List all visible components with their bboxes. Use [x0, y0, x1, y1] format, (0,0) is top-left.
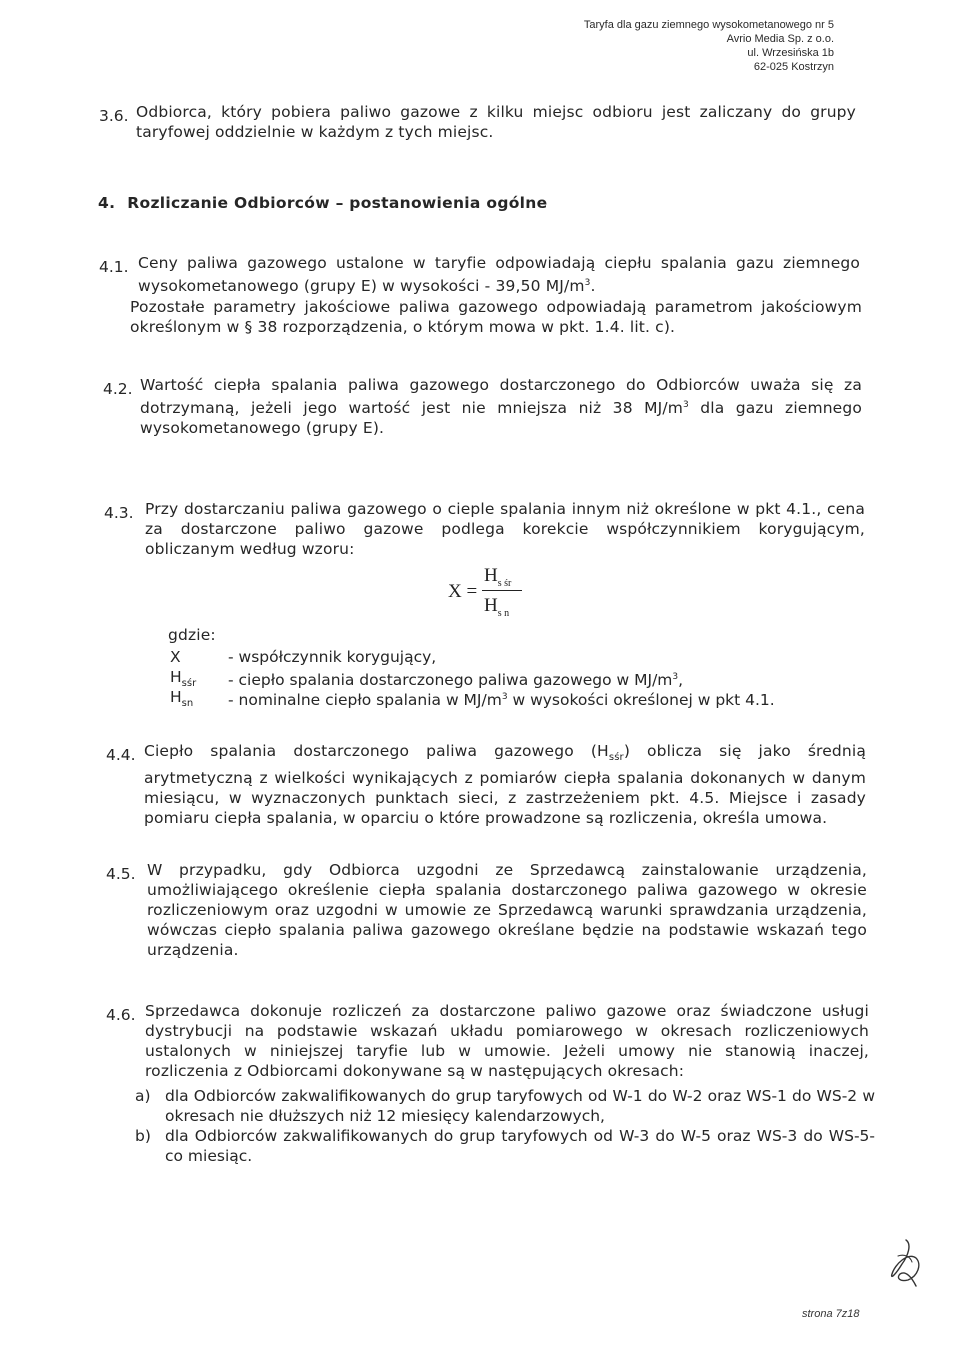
paragraph-4-3-number: 4.3. — [104, 504, 134, 522]
legend-description-text: - nominalne ciepło spalania w MJ/m — [228, 691, 502, 710]
formula-lhs: X = — [448, 581, 478, 602]
section-4-heading: Rozliczanie Odbiorców – postanowienia ogólne — [127, 194, 548, 212]
legend-heading: gdzie: — [168, 626, 216, 644]
header-line-2: Avrio Media Sp. z o.o. — [726, 33, 834, 45]
page-number: strona 7z18 — [802, 1308, 860, 1320]
formula-denominator-subscript: s n — [497, 607, 510, 619]
paragraph-4-1-part-b: Pozostałe parametry jakościowe paliwa gazowego odpowiadają parametrom jakościowym określonym w § 38 rozporządzenia, o którym mowa w pkt. 1.4. lit. c). — [130, 298, 862, 336]
unit-superscript: 3 — [672, 672, 679, 682]
legend-description-end: , — [678, 671, 684, 690]
formula-numerator-subscript: s śr — [497, 577, 512, 589]
correction-formula — [448, 565, 558, 625]
legend-row — [170, 647, 830, 667]
legend-row — [170, 667, 830, 690]
paragraph-4-6: Sprzedawca dokonuje rozliczeń za dostarczone paliwo gazowe oraz świadczone usługi dystrybucji na podstawie wskazań układu pomiarowego w okresach rozliczeniowych ustalonych w niniejszej taryfie lub w umowie. Jeżeli umowy nie stanowią inaczej, rozliczenia z Odbiorcami dokonywane są w następujących okresach: — [145, 1002, 869, 1080]
paragraph-4-5: W przypadku, gdy Odbiorca uzgodni ze Sprzedawcą zainstalowanie urządzenia, umożliwiającego określenie ciepła spalania dostarczonego paliwa gazowego w okresie rozliczeniowym oraz uzgodni w umowie ze Sprzedawcą warunki sprawdzania urządzenia, wówczas ciepło spalania paliwa gazowego określane będzie na podstawie wskazań tego urządzenia. — [147, 861, 867, 959]
paragraph-4-4-text-b: ) oblicza się jako średnią arytmetyczną z wielkości wynikających z pomiarów ciepła spalania dokonanych w danym miesiącu, w wyznaczonych punktach sieci, z zastrzeżeniem pkt. 4.5. Miejsce i zasady pomiaru ciepła spalania, w oparciu o które prowadzone są rozliczenia, określa umowa. — [144, 742, 866, 828]
unit-superscript: 3 — [584, 278, 591, 288]
unit-superscript: 3 — [501, 692, 508, 702]
legend-symbol — [170, 687, 193, 714]
list-item-text: dla Odbiorców zakwalifikowanych do grup taryfowych od W-3 do W-5 oraz WS-3 do WS-5- co miesiąc. — [165, 1127, 875, 1165]
legend-row — [170, 687, 830, 710]
paragraph-4-2-text-b: dla gazu ziemnego wysokometanowego (grupy E). — [140, 399, 862, 438]
legend-symbol-letter: H — [170, 688, 182, 706]
paragraph-4-1-end: . — [590, 277, 596, 296]
legend-symbol-letter: X — [170, 648, 181, 666]
paragraph-4-2-number: 4.2. — [103, 380, 133, 398]
list-item-label: a) — [135, 1087, 151, 1105]
paragraph-4-1-part-a — [138, 253, 860, 296]
formula-numerator-symbol: H — [484, 565, 498, 586]
unit-superscript: 3 — [682, 400, 689, 410]
signature-mark — [878, 1234, 928, 1294]
list-item — [135, 1126, 875, 1168]
paragraph-4-4-text-a: Ciepło spalania dostarczonego paliwa gazowego (H — [144, 742, 609, 760]
section-4-number: 4. — [98, 194, 116, 212]
paragraph-4-1-text-a: Ceny paliwa gazowego ustalone w taryfie odpowiadają ciepłu spalania gazu ziemnego wysokometanowego (grupy E) w wysokości - 39,50 MJ/m — [138, 254, 860, 296]
paragraph-4-1-number: 4.1. — [99, 258, 129, 276]
list-item-text: dla Odbiorców zakwalifikowanych do grup taryfowych od W-1 do W-2 oraz WS-1 do WS-2 w okresach nie dłuższych niż 12 miesięcy kalendarzowych, — [165, 1087, 875, 1125]
paragraph-4-2-text-a: Wartość ciepła spalania paliwa gazowego dostarczonego do Odbiorców uważa się za dotrzymaną, jeżeli jego wartość jest nie mniejsza niż 38 MJ/m — [140, 376, 862, 418]
formula-numerator — [484, 565, 511, 589]
header-line-3: ul. Wrzesińska 1b — [747, 47, 834, 59]
page-header — [584, 18, 834, 74]
legend-description: - współczynnik korygujący, — [228, 648, 437, 666]
list-item — [135, 1086, 875, 1128]
header-line-1: Taryfa dla gazu ziemnego wysokometanowego nr 5 — [583, 19, 834, 31]
formula-denominator — [484, 595, 509, 619]
header-line-4: 62-025 Kostrzyn — [753, 61, 834, 73]
paragraph-4-4 — [144, 741, 866, 828]
paragraph-4-2 — [140, 375, 862, 438]
legend-description — [228, 687, 775, 710]
paragraph-4-6-number: 4.6. — [106, 1006, 136, 1024]
paragraph-4-4-subscript: sśr — [608, 752, 624, 764]
paragraph-4-4-number: 4.4. — [106, 746, 136, 764]
paragraph-3-6-number: 3.6. — [99, 107, 129, 125]
formula-denominator-symbol: H — [484, 595, 498, 616]
legend-symbol-subscript: sśr — [181, 678, 197, 690]
section-4-title — [98, 194, 559, 212]
paragraph-4-3: Przy dostarczaniu paliwa gazowego o cieple spalania innym niż określone w pkt 4.1., cena za dostarczone paliwo gazowe podlega korekcie współczynnikiem korygującym, obliczanym według wzoru: — [145, 500, 865, 558]
legend-symbol-subscript: sn — [181, 698, 194, 710]
legend-symbol-letter: H — [170, 668, 182, 686]
list-item-label: b) — [135, 1127, 151, 1145]
legend-description-end: w wysokości określonej w pkt 4.1. — [507, 691, 775, 710]
paragraph-3-6: Odbiorca, który pobiera paliwo gazowe z kilku miejsc odbioru jest zaliczany do grupy taryfowej oddzielnie w każdym z tych miejsc. — [136, 103, 856, 141]
legend-description-text: - ciepło spalania dostarczonego paliwa gazowego w MJ/m — [228, 671, 673, 690]
paragraph-4-5-number: 4.5. — [106, 865, 136, 883]
fraction-bar — [482, 590, 522, 591]
